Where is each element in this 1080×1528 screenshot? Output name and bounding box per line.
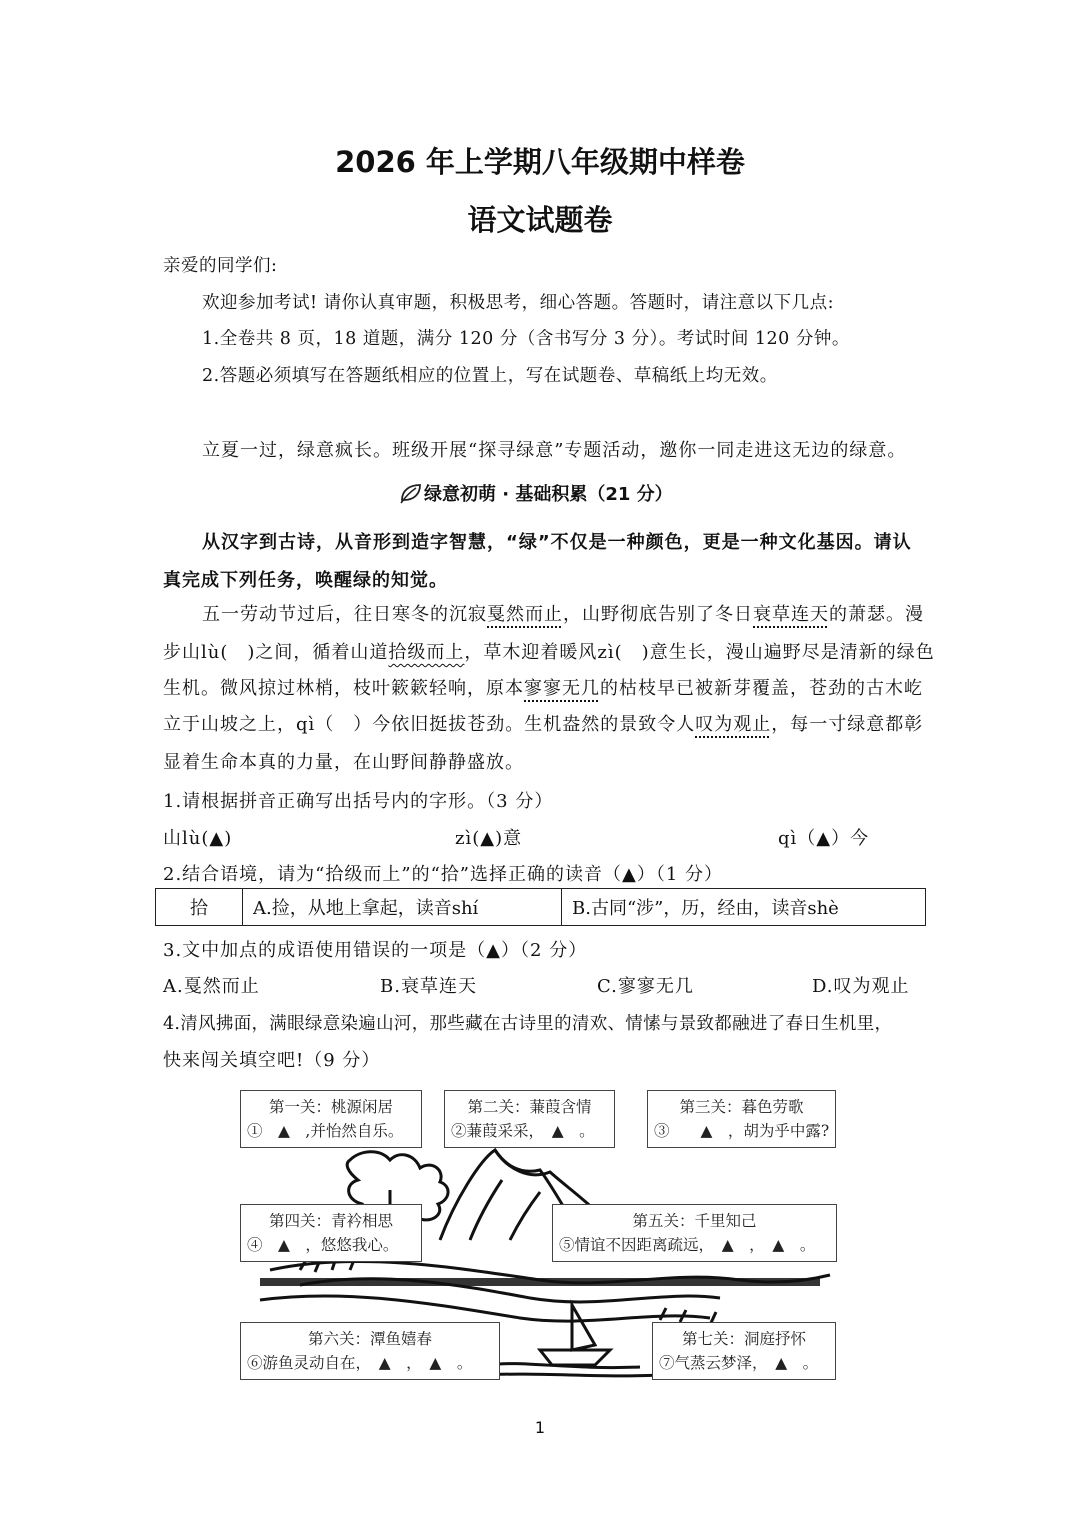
q3-stem: 3.文中加点的成语使用错误的一项是（▲）（2 分） bbox=[163, 940, 588, 961]
passage-line-4 bbox=[163, 710, 923, 736]
task-line-1: 从汉字到古诗，从音形到造字智慧，“绿”不仅是一种颜色，更是一种文化基因。请认 bbox=[202, 532, 912, 553]
idiom-d: 叹为观止 bbox=[695, 714, 772, 735]
level-box-5 bbox=[552, 1204, 837, 1262]
q1-answer-b: zì(▲)意 bbox=[455, 828, 523, 849]
lead-paragraph: 立夏一过，绿意疯长。班级开展“探寻绿意”专题活动，邀你一同走进这无边的绿意。 bbox=[202, 440, 907, 461]
exam-title: 2026 年上学期八年级期中样卷 bbox=[335, 145, 745, 179]
level-line: ④ ▲ ，悠悠我心。 bbox=[247, 1236, 399, 1254]
q1-answer-a: 山lù(▲) bbox=[163, 828, 233, 849]
level-title: 第六关：潭鱼嬉春 bbox=[307, 1330, 432, 1348]
idiom-c: 寥寥无几 bbox=[524, 678, 600, 699]
level-title: 第二关：蒹葭含情 bbox=[467, 1098, 592, 1116]
q3-option-b: B.衰草连天 bbox=[380, 976, 477, 997]
level-line: ① ▲ ,并怡然自乐。 bbox=[247, 1122, 404, 1140]
page-number: 1 bbox=[534, 1418, 546, 1437]
level-box-1 bbox=[240, 1090, 422, 1148]
passage-text: ，草木迎着暖风zì( )意生长，漫山遍野尽是清新的绿色 bbox=[464, 642, 935, 663]
passage-text: 步山lù( )之间，循着山道 bbox=[163, 642, 389, 663]
passage-line-2 bbox=[163, 638, 935, 664]
level-line: ③ ▲ ，胡为乎中露? bbox=[654, 1122, 830, 1140]
passage-text: 立于山坡之上，qì（ ）今依旧挺拔苍劲。生机盎然的景致令人 bbox=[163, 714, 696, 735]
greeting: 亲爱的同学们: bbox=[163, 256, 278, 276]
q2-option-a: A.捡，从地上拿起，读音shí bbox=[243, 889, 562, 926]
intro-line-2: 1.全卷共 8 页，18 道题，满分 120 分（含书写分 3 分）。考试时间 120 分钟。 bbox=[202, 329, 850, 349]
level-box-6 bbox=[240, 1322, 500, 1380]
level-box-7 bbox=[652, 1322, 836, 1380]
section-title: 绿意初萌 · 基础积累（21 分） bbox=[424, 484, 673, 505]
q2-option-b: B.古同“涉”，历，经由，读音shè bbox=[562, 889, 926, 926]
level-box-2 bbox=[444, 1090, 615, 1148]
passage-text: ，每一寸绿意都彰 bbox=[771, 714, 924, 735]
level-title: 第七关：洞庭抒怀 bbox=[681, 1330, 806, 1348]
q3-option-a: A.戛然而止 bbox=[163, 976, 260, 997]
task-line-2: 真完成下列任务，唤醒绿的知觉。 bbox=[163, 570, 448, 591]
level-title: 第三关：暮色劳歌 bbox=[679, 1098, 804, 1116]
phrase-shiji: 拾级而上 bbox=[388, 642, 465, 663]
level-title: 第五关：千里知己 bbox=[632, 1212, 757, 1230]
intro-line-3: 2.答题必须填写在答题纸相应的位置上，写在试题卷、草稿纸上均无效。 bbox=[202, 366, 778, 386]
idiom-a: 戛然而止 bbox=[487, 604, 563, 625]
leaf-icon bbox=[398, 482, 424, 504]
exam-subtitle: 语文试题卷 bbox=[467, 203, 613, 237]
level-box-3 bbox=[647, 1090, 836, 1148]
q2-char: 拾 bbox=[156, 889, 243, 926]
passage-line-5: 显着生命本真的力量，在山野间静静盛放。 bbox=[163, 752, 524, 773]
passage-text: 的枯枝早已被新芽覆盖，苍劲的古木屹 bbox=[600, 678, 923, 699]
level-line: ⑤情谊不因距离疏远， ▲ ， ▲ 。 bbox=[559, 1236, 816, 1254]
q2-table bbox=[155, 888, 926, 926]
level-line: ②蒹葭采采， ▲ 。 bbox=[451, 1122, 595, 1140]
q2-stem: 2.结合语境，请为“拾级而上”的“拾”选择正确的读音（▲）（1 分） bbox=[163, 864, 723, 885]
passage-text: 生机。微风掠过林梢，枝叶簌簌轻响，原本 bbox=[163, 678, 524, 699]
q1-answer-c: qì（▲）今 bbox=[778, 828, 870, 849]
q4-line-1: 4.清风拂面，满眼绿意染遍山河，那些藏在古诗里的清欢、情愫与景致都融进了春日生机里， bbox=[163, 1014, 893, 1034]
idiom-b: 衰草连天 bbox=[753, 604, 829, 625]
level-title: 第四关：青衿相思 bbox=[268, 1212, 393, 1230]
passage-line-1 bbox=[202, 600, 924, 626]
intro-line-1: 欢迎参加考试! 请你认真审题，积极思考，细心答题。答题时，请注意以下几点: bbox=[202, 293, 834, 313]
level-line: ⑦气蒸云梦泽， ▲ 。 bbox=[659, 1354, 819, 1372]
passage-text: 的萧瑟。漫 bbox=[829, 604, 924, 625]
q1-stem: 1.请根据拼音正确写出括号内的字形。（3 分） bbox=[163, 791, 554, 812]
level-box-4 bbox=[240, 1204, 422, 1262]
level-title: 第一关：桃源闲居 bbox=[268, 1098, 393, 1116]
passage-line-3 bbox=[163, 674, 923, 700]
q4-line-2: 快来闯关填空吧!（9 分） bbox=[163, 1050, 381, 1071]
passage-text: ，山野彻底告别了冬日 bbox=[563, 604, 753, 625]
q3-option-c: C.寥寥无几 bbox=[597, 976, 694, 997]
q3-option-d: D.叹为观止 bbox=[812, 976, 910, 997]
section-heading bbox=[398, 480, 673, 506]
level-line: ⑥游鱼灵动自在， ▲ ， ▲ 。 bbox=[247, 1354, 473, 1372]
passage-text: 五一劳动节过后，往日寒冬的沉寂 bbox=[202, 604, 487, 625]
